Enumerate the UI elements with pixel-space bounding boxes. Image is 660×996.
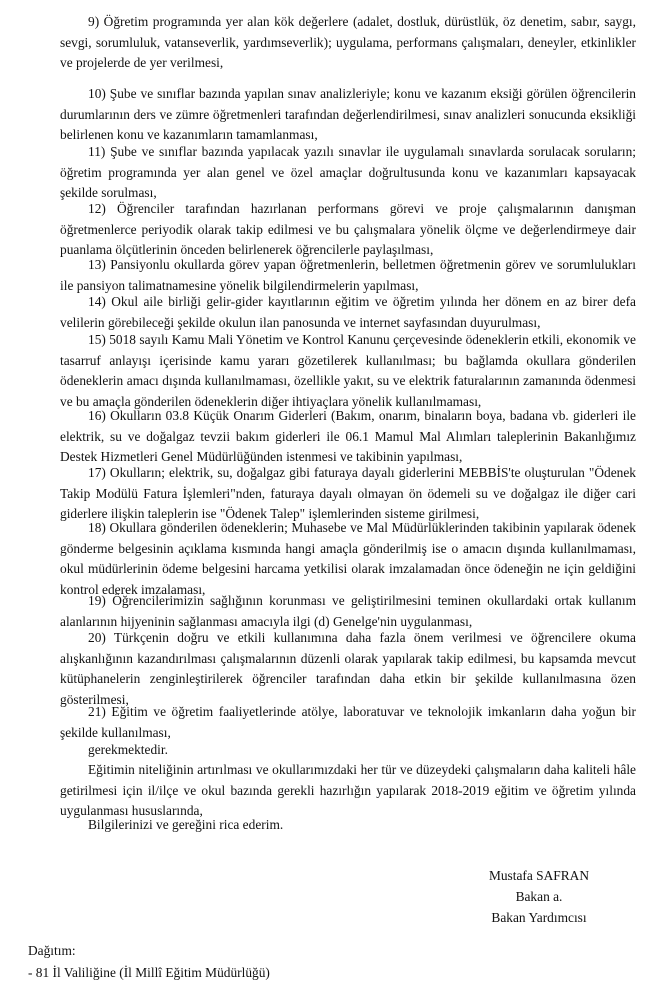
item-16: 16) Okulların 03.8 Küçük Onarım Giderleri (Bakım, onarım, binaların boya, badana vb. giderleri ile elektrik, su ve doğalgaz tevzii bakım giderleri ile 06.1 Mamul Mal Alımları taleplerinin Bakanlığımız Destek Hizmetleri Genel Müdürlüğünden istenmesi ve takibinin yapılması, xyxy=(60,408,636,464)
item-13: 13) Pansiyonlu okullarda görev yapan öğretmenlerin, belletmen öğretmenin görev ve sorumlulukları ile pansiyon talimatnamesine yönelik bilgilendirmelerin yapılması, xyxy=(60,257,636,293)
item-17: 17) Okulların; elektrik, su, doğalgaz gibi faturaya dayalı giderlerini MEBBİS'te oluşturulan "Ödenek Takip Modülü Fatura İşlemleri"nden, faturaya dayalı olmayan ön ödemeli su ve doğalgaz ile diğer cari giderlere ilişkin taleplerin ise "Ödenek Talep" işlemlerinden sisteme girilmesi, xyxy=(60,465,636,521)
item-9: 9) Öğretim programında yer alan kök değerlere (adalet, dostluk, dürüstlük, öz denetim, sabır, saygı, sevgi, sorumluluk, vatanseverlik, yardımseverlik); uygulama, performans çalışmaları, deneyler, etkinlikler ve projelerde de yer verilmesi, xyxy=(60,14,636,70)
signatory-title-1: Bakan a. xyxy=(515,889,563,904)
item-20: 20) Türkçenin doğru ve etkili kullanımına daha fazla önem verilmesi ve öğrencilere okuma alışkanlığının kazandırılması çalışmalarının düzenli olarak yapılarak takip edilmesi, bu kapsamda mevcut kütüphanelerin zenginleştirilerek öğrenciler tarafından daha etkin bir şekilde kullanılmasına özen gösterilmesi, xyxy=(60,630,636,707)
distribution-line: - 81 İl Valiliğine (İl Millî Eğitim Müdürlüğü) xyxy=(28,965,270,980)
item-15: 15) 5018 sayılı Kamu Mali Yönetim ve Kontrol Kanunu çerçevesinde ödeneklerin etkili, ekonomik ve tasarruf anlayışı içerisinde kamu yararı gözetilerek kullanılması; bu bağlamda okullara gönderilen ödeneklerin amacı dışında kullanılmaması, özellikle yakıt, su ve elektrik faturalarının zamanında ödenmesi ve bu amaçla gönderilen ödeneklerin diğer ihtiyaçlara yönelik kullanılmaması, xyxy=(60,332,636,409)
item-11: 11) Şube ve sınıflar bazında yapılacak yazılı sınavlar ile uygulamalı sınavlarda sorulacak soruların; öğretim programında yer alan genel ve özel amaçlar doğrultusunda konu ve kazanımları kapsayacak şekilde sorulması, xyxy=(60,144,636,200)
closing-paragraph: Eğitimin niteliğinin artırılması ve okullarımızdaki her tür ve düzeydeki çalışmaların daha kaliteli hâle getirilmesi için il/ilçe ve okul bazında gerekli hazırlığın yapılarak 2018-2019 eğitim ve öğretim yılında uygulanması hususlarında, xyxy=(60,762,636,818)
item-18: 18) Okullara gönderilen ödeneklerin; Muhasebe ve Mal Müdürlüklerinden takibinin yapılarak ödenek gönderme belgesinin açıklama kısmında hangi amaçla gönderilmiş ise o amacın dışında kullanılmaması, okul müdürlerinin ödeme belgesini harcama yetkilisi olarak imzalamadan önce ödeneğin ne için geldiğini kontrol ederek imzalaması, xyxy=(60,520,636,597)
item-14: 14) Okul aile birliği gelir-gider kayıtlarının eğitim ve öğretim yılında her dönem en az birer defa velilerin görebileceği şekilde okulun ilan panosunda ve internet sayfasından duyurulması, xyxy=(60,294,636,330)
item-10: 10) Şube ve sınıflar bazında yapılan sınav analizleriyle; konu ve kazanım eksiği görülen öğrencilerin durumlarının ders ve zümre öğretmenleri tarafından değerlendirilmesi, sınav analizleri sonucunda eksikliği belirlenen konu ve kazanımların tamamlanması, xyxy=(60,86,636,142)
item-21: 21) Eğitim ve öğretim faaliyetlerinde atölye, laboratuvar ve teknolojik imkanların daha yoğun bir şekilde kullanılması, xyxy=(60,704,636,740)
item-19: 19) Öğrencilerimizin sağlığının korunması ve geliştirilmesini teminen okullardaki ortak kullanım alanlarının hijyeninin sağlanması amacıyla ilgi (d) Genelge'nin uygulanması, xyxy=(60,593,636,629)
signatory-name: Mustafa SAFRAN xyxy=(488,868,590,883)
signatory-title-2: Bakan Yardımcısı xyxy=(491,910,587,925)
closing-required: gerekmektedir. xyxy=(88,742,168,757)
item-12: 12) Öğrenciler tarafından hazırlanan performans görevi ve proje çalışmalarının danışman öğretmenlerce periyodik olarak takip edilmesi ve bu çalışmalara yönelik ölçme ve değerlendirmeye dair puanlama ölçütlerinin önceden belirlenerek öğrencilerle paylaşılması, xyxy=(60,201,636,257)
closing-request: Bilgilerinizi ve gereğini rica ederim. xyxy=(88,817,284,832)
distribution-heading: Dağıtım: xyxy=(28,943,76,958)
